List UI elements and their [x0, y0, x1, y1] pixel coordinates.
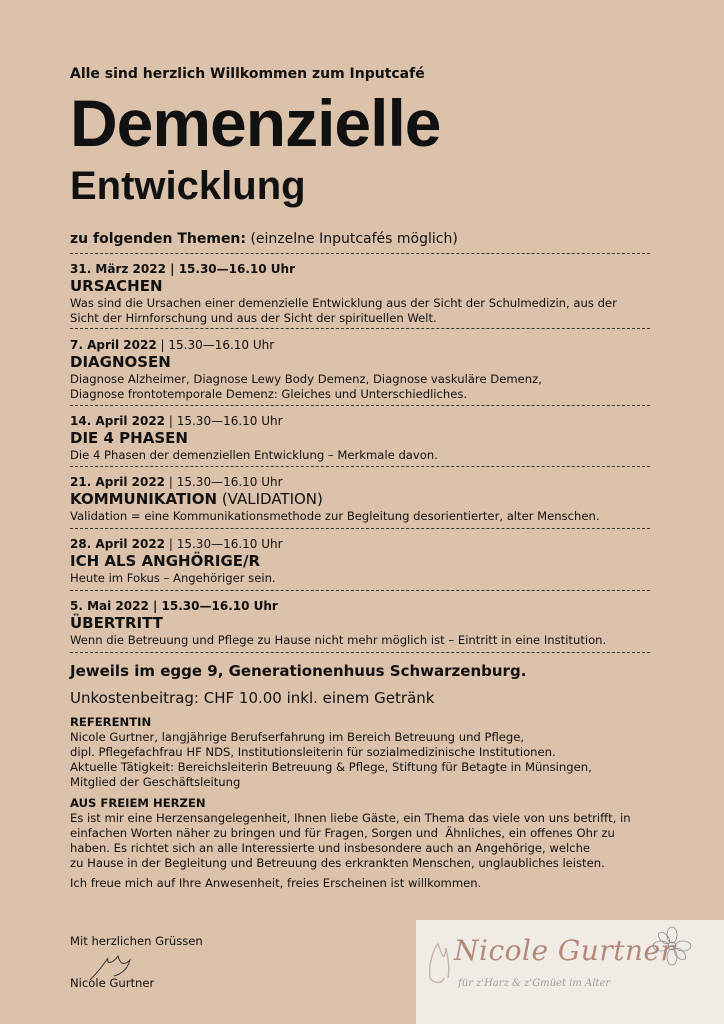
logo-name: Nicole Gurtner	[454, 934, 675, 967]
fee-line: Unkostenbeitrag: CHF 10.00 inkl. einem Getränk	[70, 689, 435, 707]
topics-bold: zu folgenden Themen:	[70, 231, 246, 247]
session-date	[70, 599, 660, 614]
closing-line: Ich freue mich auf Ihre Anwesenheit, freies Erscheinen ist willkommen.	[70, 876, 482, 890]
signature-name: Nicole Gurtner	[70, 976, 155, 990]
intro-line: Alle sind herzlich Willkommen zum Inputcafé	[70, 66, 425, 82]
divider	[70, 405, 650, 406]
session-title	[70, 552, 660, 571]
divider	[70, 528, 650, 529]
logo-monogram-icon	[424, 934, 454, 988]
divider	[70, 328, 650, 329]
session-date-text: 31. März 2022 | 15.30—16.10 Uhr	[70, 262, 295, 276]
session-title	[70, 490, 660, 509]
herzen-section	[70, 796, 660, 871]
herzen-text: Es ist mir eine Herzensangelegenheit, Ihnen liebe Gäste, ein Thema das viele von uns betrifft, in einfachen Worten näher zu bringen und für Fragen, Sorgen und Ähnliches, ein offenes Ohr zu haben. Es richtet sich an alle Interessierte und insbesondere auch an Angehörige, welche zu Hause in der Begleitung und Betreuung des erkrankten Menschen, unglaubliches leisten.	[70, 811, 631, 870]
session-date-text: 14. April 2022	[70, 414, 166, 428]
session-desc: Was sind die Ursachen einer demenzielle Entwicklung aus der Sicht der Schulmedizin, aus der Sicht der Hirnforschung und aus der Sicht der spirituellen Welt.	[70, 296, 617, 325]
title-line-1: Demenzielle	[70, 86, 441, 160]
referentin-title: REFERENTIN	[70, 715, 152, 729]
session-time-text: | 15.30—16.10 Uhr	[165, 414, 283, 428]
session-desc: Diagnose Alzheimer, Diagnose Lewy Body Demenz, Diagnose vaskuläre Demenz, Diagnose frontotemporale Demenz: Gleiches und Unterschiedliches.	[70, 372, 542, 401]
session-date	[70, 262, 660, 277]
session-2	[70, 338, 660, 402]
session-desc: Heute im Fokus – Angehöriger sein.	[70, 571, 276, 585]
divider	[70, 590, 650, 591]
flower-icon	[650, 924, 694, 968]
logo-tagline: für z'Harz & z'Gmüet im Alter	[458, 978, 611, 989]
session-title-text: KOMMUNIKATION	[70, 490, 218, 508]
session-title	[70, 614, 660, 633]
session-title-text: ICH ALS ANGHÖRIGE/R	[70, 552, 261, 570]
referentin-text: Nicole Gurtner, langjährige Berufserfahrung im Bereich Betreuung und Pflege, dipl. Pflegefachfrau HF NDS, Institutionsleiterin für sozialmedizinische Institutionen. Aktuelle Tätigkeit: Bereichsleiterin Betreuung & Pflege, Stiftung für Betagte in Münsingen, Mitglied der Geschäftsleitung	[70, 730, 592, 789]
session-date	[70, 414, 660, 429]
greeting: Mit herzlichen Grüssen	[70, 934, 203, 948]
session-4	[70, 475, 660, 524]
session-date	[70, 338, 660, 353]
session-time-text: | 15.30—16.10 Uhr	[165, 537, 283, 551]
divider	[70, 253, 650, 254]
session-6	[70, 599, 660, 648]
session-desc: Wenn die Betreuung und Pflege zu Hause nicht mehr möglich ist – Eintritt in eine Institution.	[70, 633, 607, 647]
session-title-text: DIAGNOSEN	[70, 353, 171, 371]
session-title-text: ÜBERTRITT	[70, 614, 163, 632]
session-title-text: URSACHEN	[70, 277, 163, 295]
divider	[70, 652, 650, 653]
session-date-text: 28. April 2022	[70, 537, 166, 551]
session-3	[70, 414, 660, 463]
session-desc: Die 4 Phasen der demenziellen Entwicklung – Merkmale davon.	[70, 448, 438, 462]
session-desc: Validation = eine Kommunikationsmethode zur Begleitung desorientierter, alter Menschen.	[70, 509, 600, 523]
referentin-section	[70, 715, 660, 790]
topics-line	[70, 231, 458, 247]
session-date-text: 7. April 2022	[70, 338, 157, 352]
session-5	[70, 537, 660, 586]
session-date-text: 5. Mai 2022 | 15.30—16.10 Uhr	[70, 599, 278, 613]
session-time-text: | 15.30—16.10 Uhr	[156, 338, 275, 352]
herzen-title: AUS FREIEM HERZEN	[70, 796, 206, 810]
session-title-extra: (VALIDATION)	[217, 490, 323, 508]
session-title-text: DIE 4 PHASEN	[70, 429, 188, 447]
session-date	[70, 475, 660, 490]
topics-rest: (einzelne Inputcafés möglich)	[246, 231, 458, 247]
session-title	[70, 429, 660, 448]
session-title	[70, 277, 660, 296]
session-date	[70, 537, 660, 552]
session-time-text: | 15.30—16.10 Uhr	[165, 475, 283, 489]
session-1	[70, 262, 660, 326]
location-line: Jeweils im egge 9, Generationenhuus Schwarzenburg.	[70, 662, 527, 680]
divider	[70, 466, 650, 467]
title-line-2: Entwicklung	[70, 164, 306, 208]
session-date-text: 21. April 2022	[70, 475, 166, 489]
session-title	[70, 353, 660, 372]
